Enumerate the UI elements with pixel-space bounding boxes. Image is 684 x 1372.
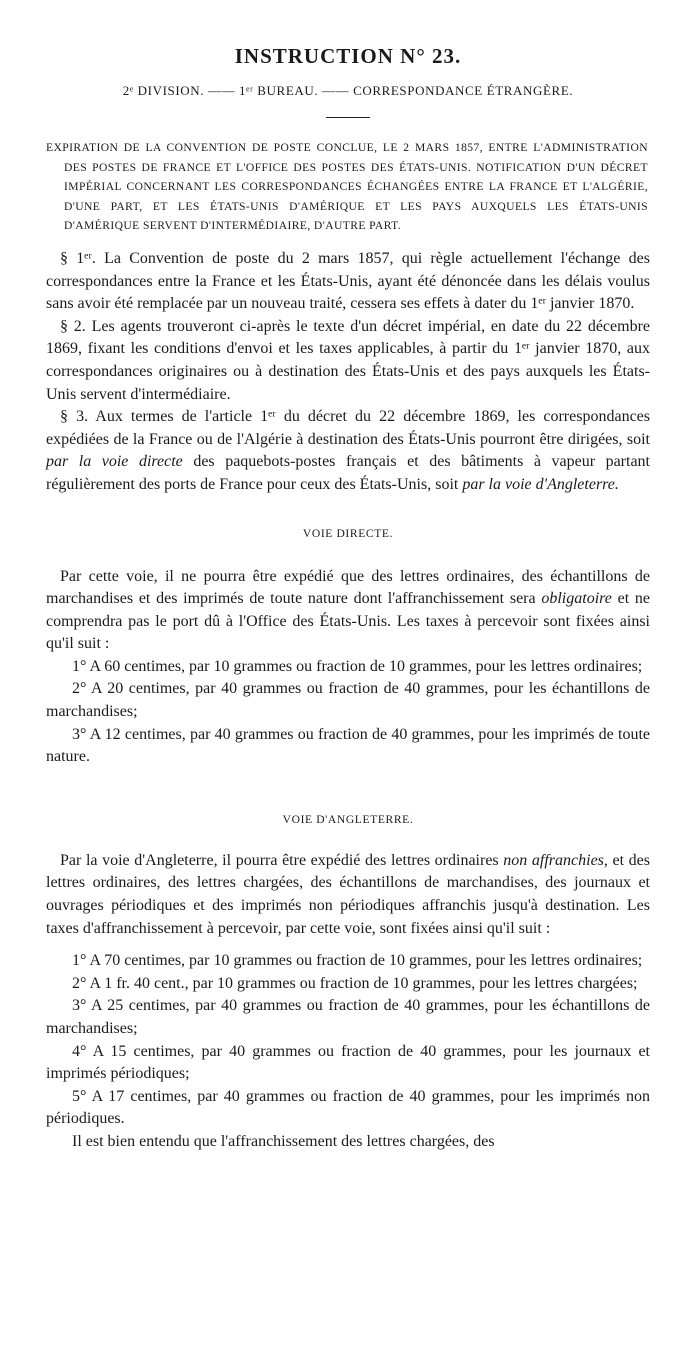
article-2: § 2. Les agents trouveront ci-après le texte d'un décret impérial, en date du 22 décembre 1869, fixant les conditions d'envoi et les taxes applicables, à partir du 1ᵉʳ janvier 1870, aux correspondances originaires ou à destination des États-Unis et des pays auxquels les États-Unis servent d'intermédiaire. <box>46 317 650 403</box>
voie-angleterre-item-5: 5° A 17 centimes, par 40 grammes ou fraction de 40 grammes, pour les imprimés non périodiques. <box>46 1087 650 1128</box>
voie-directe-intro-c: et ne comprendra pas le port dû à l'Office des États-Unis. Les taxes à percevoir sont fixées ainsi qu'il suit : <box>46 590 650 653</box>
heading-voie-directe: VOIE DIRECTE. <box>302 526 394 540</box>
article-3-text-a: § 3. Aux termes de l'article 1ᵉʳ du décret du 22 décembre 1869, les correspondances expédiées de la France ou de l'Algérie à destination des États-Unis pourront être dirigées, soit <box>46 408 650 448</box>
title-divider <box>326 117 370 118</box>
voie-angleterre-intro <box>46 850 650 940</box>
voie-angleterre-item-1: 1° A 70 centimes, par 10 grammes ou fraction de 10 grammes, pour les lettres ordinaires; <box>72 952 643 970</box>
voie-angleterre-non-affranchies: non affranchies <box>503 851 604 869</box>
voie-directe-item-3: 3° A 12 centimes, par 40 grammes ou fraction de 40 grammes, pour les imprimés de toute nature. <box>46 725 650 766</box>
voie-angleterre-item-4: 4° A 15 centimes, par 40 grammes ou fraction de 40 grammes, pour les journaux et imprimés périodiques; <box>46 1042 650 1083</box>
article-3-voie-directe: par la voie directe <box>46 453 183 471</box>
article-3-text-c: des paquebots-postes français et des bâtiments à vapeur partant régulièrement des ports de France pour ceux des États-Unis, soit <box>46 453 650 493</box>
spacer <box>46 940 650 950</box>
summary-paragraph: EXPIRATION DE LA CONVENTION DE POSTE CONCLUE, LE 2 MARS 1857, ENTRE L'ADMINISTRATION DES POSTES DE FRANCE ET L'OFFICE DES POSTES DES ÉTATS-UNIS. NOTIFICATION D'UN DÉCRET IMPÉRIAL CONCERNANT LES CORRESPONDANCES ÉCHANGÉES ENTRE LA FRANCE ET L'ALGÉRIE, D'UNE PART, ET LES ÉTATS-UNIS D'AMÉRIQUE ET LES PAYS AUXQUELS LES ÉTATS-UNIS D'AMÉRIQUE SERVENT D'INTERMÉDIAIRE, D'AUTRE PART. <box>46 141 648 233</box>
voie-directe-intro <box>46 566 650 656</box>
voie-directe-intro-a: Par cette voie, il ne pourra être expédié que des lettres ordinaires, des échantillons de marchandises et des imprimés de toute nature dont l'affranchissement sera <box>46 567 650 608</box>
article-3 <box>46 406 650 496</box>
closing-paragraph: Il est bien entendu que l'affranchissement des lettres chargées, des <box>72 1132 495 1150</box>
heading-voie-angleterre: VOIE D'ANGLETERRE. <box>282 812 414 826</box>
division-subtitle: 2ᵉ DIVISION. —— 1ᵉʳ BUREAU. —— CORRESPONDANCE ÉTRANGÈRE. <box>122 83 574 98</box>
voie-directe-obligatoire: obligatoire <box>541 590 612 608</box>
instruction-title: INSTRUCTION N° 23. <box>234 44 462 68</box>
voie-angleterre-intro-c: , et des lettres ordinaires, des lettres chargées, des échantillons de marchandises, des journaux et ouvrages périodiques et des imprimés non périodiques affranchis jusqu'à destination. Les taxes d'affranchissement à percevoir, par cette voie, sont fixées ainsi qu'il suit : <box>46 851 650 937</box>
voie-angleterre-item-2: 2° A 1 fr. 40 cent., par 10 grammes ou fraction de 10 grammes, pour les lettres chargées; <box>72 974 638 992</box>
article-3-voie-angleterre: par la voie d'Angleterre. <box>462 475 619 493</box>
voie-directe-item-1: 1° A 60 centimes, par 10 grammes ou fraction de 10 grammes, pour les lettres ordinaires; <box>72 657 643 675</box>
voie-angleterre-intro-a: Par la voie d'Angleterre, il pourra être expédié des lettres ordinaires <box>60 851 504 869</box>
voie-directe-item-2: 2° A 20 centimes, par 40 grammes ou fraction de 40 grammes, pour les échantillons de marchandises; <box>46 680 650 721</box>
article-1: § 1ᵉʳ. La Convention de poste du 2 mars 1857, qui règle actuellement l'échange des correspondances entre la France et les États-Unis, ayant été dénoncée dans les délais voulus sans avoir été remplacée par un nouveau traité, cessera ses effets à dater du 1ᵉʳ janvier 1870. <box>46 249 650 313</box>
voie-angleterre-item-3: 3° A 25 centimes, par 40 grammes ou fraction de 40 grammes, pour les échantillons de marchandises; <box>46 997 650 1037</box>
